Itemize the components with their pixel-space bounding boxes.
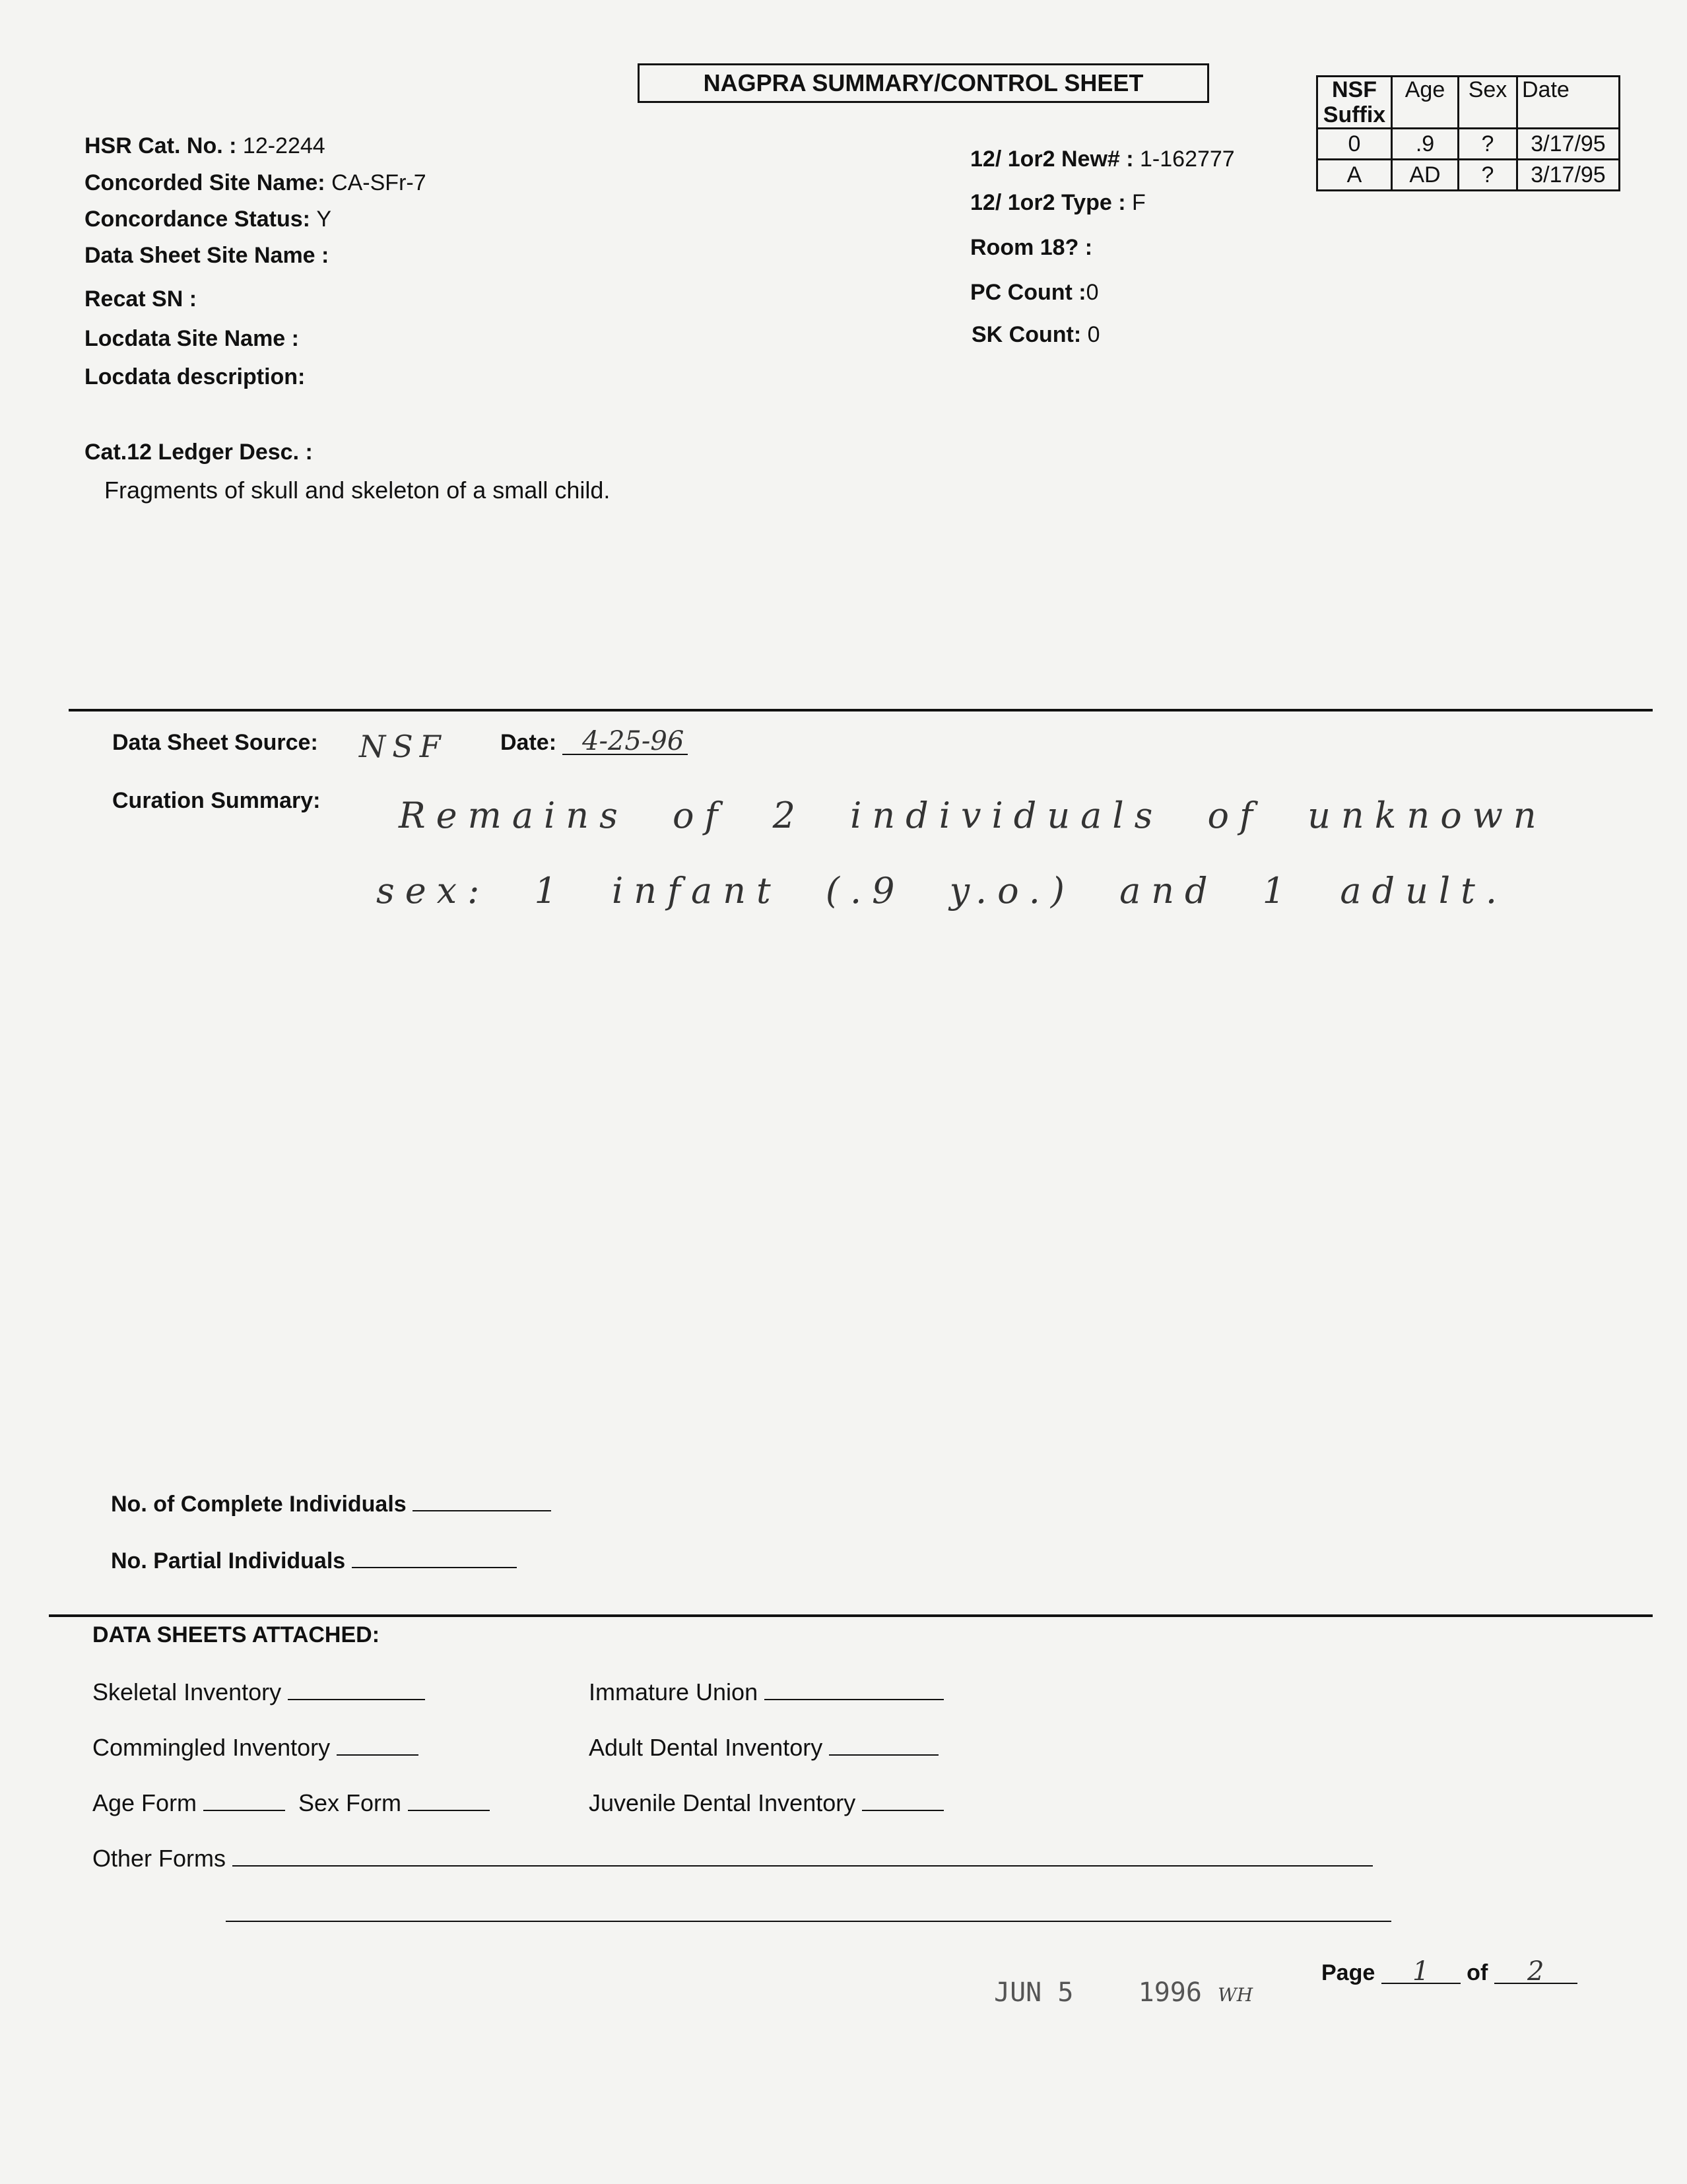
partial-individuals-label: No. Partial Individuals: [111, 1548, 346, 1573]
table-cell: AD: [1392, 160, 1459, 191]
section-divider: [49, 1614, 1653, 1617]
sk-count-label: SK Count:: [972, 322, 1082, 347]
new-number-label: 12/ 1or2 New# :: [970, 147, 1134, 172]
datasheet-source-value: NSF: [359, 729, 447, 764]
page-total-line: [1494, 1956, 1577, 1987]
other-forms-field: [92, 1843, 1373, 1872]
stamp-date: JUN 5: [994, 1977, 1074, 2008]
immature-union-field: [589, 1676, 944, 1706]
stamp-initials: WH: [1218, 1984, 1253, 2006]
commingled-inventory-field: [92, 1732, 418, 1762]
page-total-value: 2: [1527, 1956, 1544, 1987]
new-number-field: [970, 147, 1235, 172]
age-form-field: [92, 1787, 285, 1817]
table-cell: ?: [1459, 160, 1517, 191]
locdata-site-name-label: Locdata Site Name :: [84, 326, 299, 351]
page-number-line: [1381, 1956, 1461, 1987]
pc-count-label: PC Count :: [970, 280, 1086, 305]
table-cell: 0: [1317, 129, 1392, 160]
date-label: Date:: [500, 730, 557, 755]
concorded-site-value: CA-SFr-7: [331, 170, 426, 195]
partial-individuals-field: [111, 1544, 517, 1574]
commingled-inventory-label: Commingled Inventory: [92, 1734, 331, 1761]
sk-count-value: 0: [1087, 322, 1100, 347]
type-field: [970, 190, 1146, 216]
curation-summary-label: Curation Summary:: [112, 788, 321, 813]
table-cell: 3/17/95: [1517, 129, 1620, 160]
nsf-suffix-table: [1316, 75, 1620, 191]
stamp-year: 1996: [1138, 1977, 1202, 2008]
type-label: 12/ 1or2 Type :: [970, 190, 1126, 215]
page-number-value: 1: [1412, 1956, 1430, 1987]
page-label: Page: [1321, 1960, 1375, 1985]
immature-union-blank: [764, 1676, 944, 1700]
table-cell: 3/17/95: [1517, 160, 1620, 191]
concorded-site-label: Concorded Site Name:: [84, 170, 325, 195]
other-forms-blank: [232, 1843, 1373, 1867]
hsr-cat-label: HSR Cat. No. :: [84, 133, 237, 158]
age-form-label: Age Form: [92, 1789, 197, 1816]
datasheet-source-label: Data Sheet Source:: [112, 730, 318, 755]
sex-form-blank: [408, 1787, 490, 1811]
concorded-site-field: [84, 170, 426, 196]
partial-individuals-blank: [352, 1544, 517, 1568]
curation-summary-line1: Remains of 2 individuals of unknown: [399, 795, 1547, 836]
type-value: F: [1132, 190, 1146, 215]
new-number-value: 1-162777: [1140, 147, 1235, 172]
complete-individuals-blank: [413, 1488, 551, 1511]
sex-form-label: Sex Form: [298, 1789, 402, 1816]
juvenile-dental-inventory-blank: [862, 1787, 944, 1811]
skeletal-inventory-label: Skeletal Inventory: [92, 1678, 282, 1705]
date-line: [562, 726, 688, 755]
hsr-cat-field: [84, 133, 325, 159]
adult-dental-inventory-blank: [829, 1732, 939, 1756]
commingled-inventory-blank: [337, 1732, 418, 1756]
room-18-label: Room 18? :: [970, 235, 1093, 260]
table-cell: A: [1317, 160, 1392, 191]
section-divider: [69, 709, 1653, 711]
juvenile-dental-inventory-field: [589, 1787, 944, 1817]
ledger-desc-label: Cat.12 Ledger Desc. :: [84, 440, 313, 465]
table-header-row: [1317, 77, 1620, 129]
complete-individuals-label: No. of Complete Individuals: [111, 1492, 407, 1517]
immature-union-label: Immature Union: [589, 1678, 758, 1705]
datasheet-site-name-label: Data Sheet Site Name :: [84, 243, 329, 268]
of-label: of: [1467, 1960, 1488, 1985]
skeletal-inventory-field: [92, 1676, 425, 1706]
date-value: 4-25-96: [582, 726, 684, 756]
sex-form-field: [298, 1787, 490, 1817]
table-cell: .9: [1392, 129, 1459, 160]
table-row: [1317, 129, 1620, 160]
table-cell: ?: [1459, 129, 1517, 160]
complete-individuals-field: [111, 1488, 551, 1517]
other-forms-blank-line-2: [226, 1921, 1391, 1922]
pc-count-field: [970, 280, 1099, 306]
concordance-status-field: [84, 207, 331, 232]
sk-count-field: [972, 322, 1100, 348]
column-header: Date: [1517, 77, 1620, 129]
concordance-status-label: Concordance Status:: [84, 207, 310, 232]
column-header: NSF Suffix: [1317, 77, 1392, 129]
concordance-status-value: Y: [316, 207, 332, 232]
other-forms-label: Other Forms: [92, 1845, 226, 1872]
locdata-description-label: Locdata description:: [84, 364, 306, 389]
table-row: [1317, 160, 1620, 191]
data-sheets-attached-heading: DATA SHEETS ATTACHED:: [92, 1622, 380, 1647]
ledger-desc-text: Fragments of skull and skeleton of a small child.: [104, 477, 611, 504]
curation-summary-line2: sex: 1 infant (.9 y.o.) and 1 adult.: [376, 870, 1507, 911]
hsr-cat-value: 12-2244: [242, 133, 325, 158]
skeletal-inventory-blank: [288, 1676, 425, 1700]
age-form-blank: [203, 1787, 285, 1811]
column-header: Sex: [1459, 77, 1517, 129]
pc-count-value: 0: [1086, 280, 1099, 305]
received-stamp: [994, 1977, 1253, 2008]
column-header: Age: [1392, 77, 1459, 129]
page-counter: [1321, 1956, 1577, 1986]
page-title: NAGPRA SUMMARY/CONTROL SHEET: [638, 63, 1209, 103]
adult-dental-inventory-label: Adult Dental Inventory: [589, 1734, 823, 1761]
juvenile-dental-inventory-label: Juvenile Dental Inventory: [589, 1789, 856, 1816]
adult-dental-inventory-field: [589, 1732, 939, 1762]
recat-sn-label: Recat SN :: [84, 286, 197, 312]
